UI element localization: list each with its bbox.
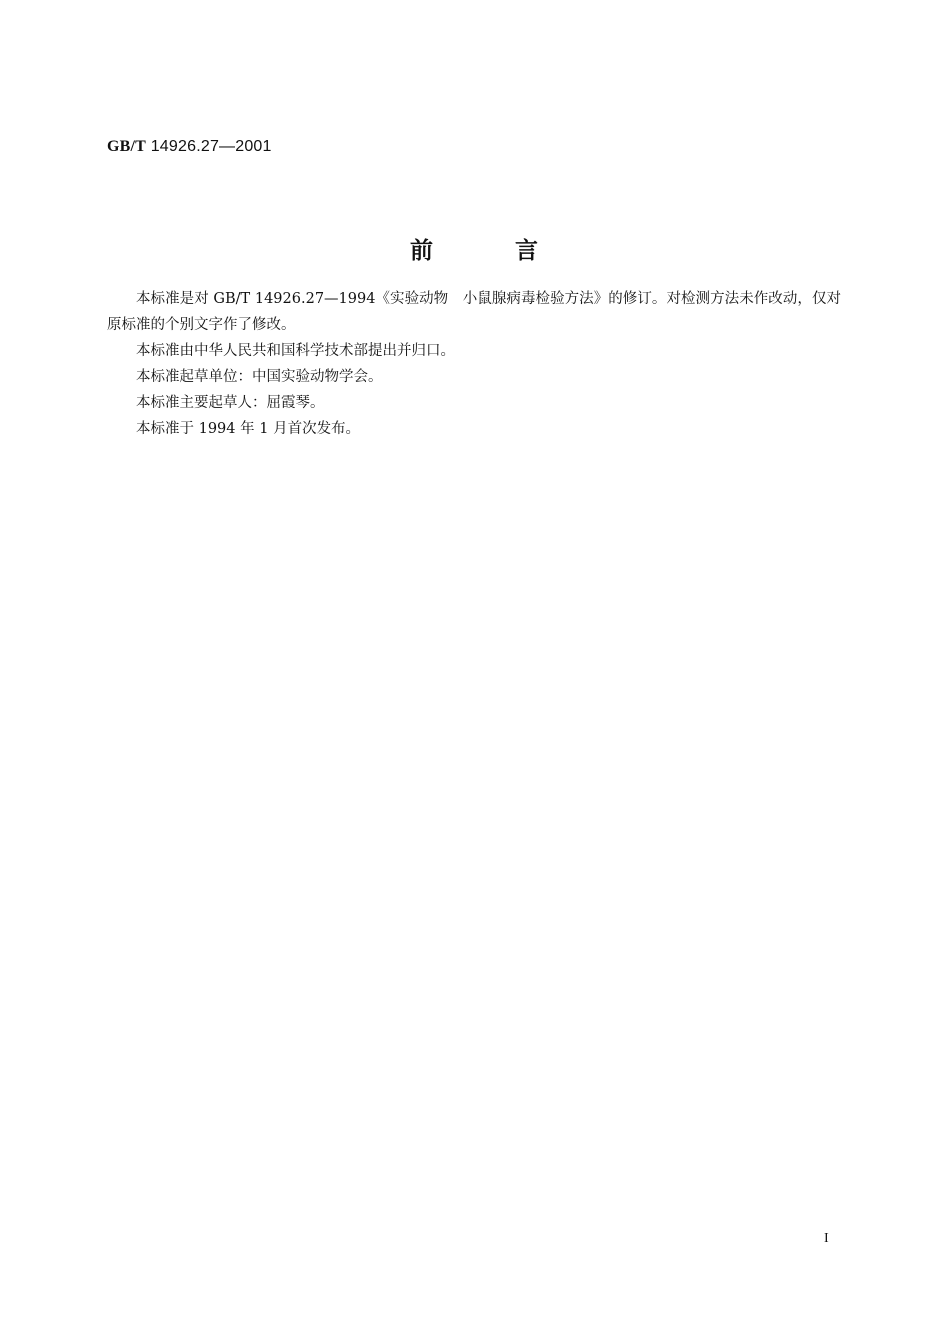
- standard-prefix: GB/T: [107, 138, 147, 155]
- standard-code-header: [107, 138, 272, 156]
- paragraph-first-issue: 本标准于 1994 年 1 月首次发布。: [136, 421, 361, 437]
- foreword-body: [107, 286, 841, 442]
- paragraph-main-drafter: 本标准主要起草人：屈霞琴。: [136, 395, 325, 411]
- title-char-1: 前: [410, 238, 435, 264]
- title-char-2: 言: [515, 238, 540, 264]
- page-title: [0, 232, 950, 265]
- paragraph-drafting-unit: 本标准起草单位：中国实验动物学会。: [136, 369, 383, 385]
- paragraph-proposer: 本标准由中华人民共和国科学技术部提出并归口。: [136, 343, 455, 359]
- page-number: I: [824, 1231, 829, 1246]
- standard-number: 14926.27—2001: [150, 138, 272, 155]
- paragraph-revision-note: 本标准是对 GB/T 14926.27—1994《实验动物 小鼠腺病毒检验方法》的修订。对检测方法未作改动，仅对原标准的个别文字作了修改。: [107, 291, 841, 333]
